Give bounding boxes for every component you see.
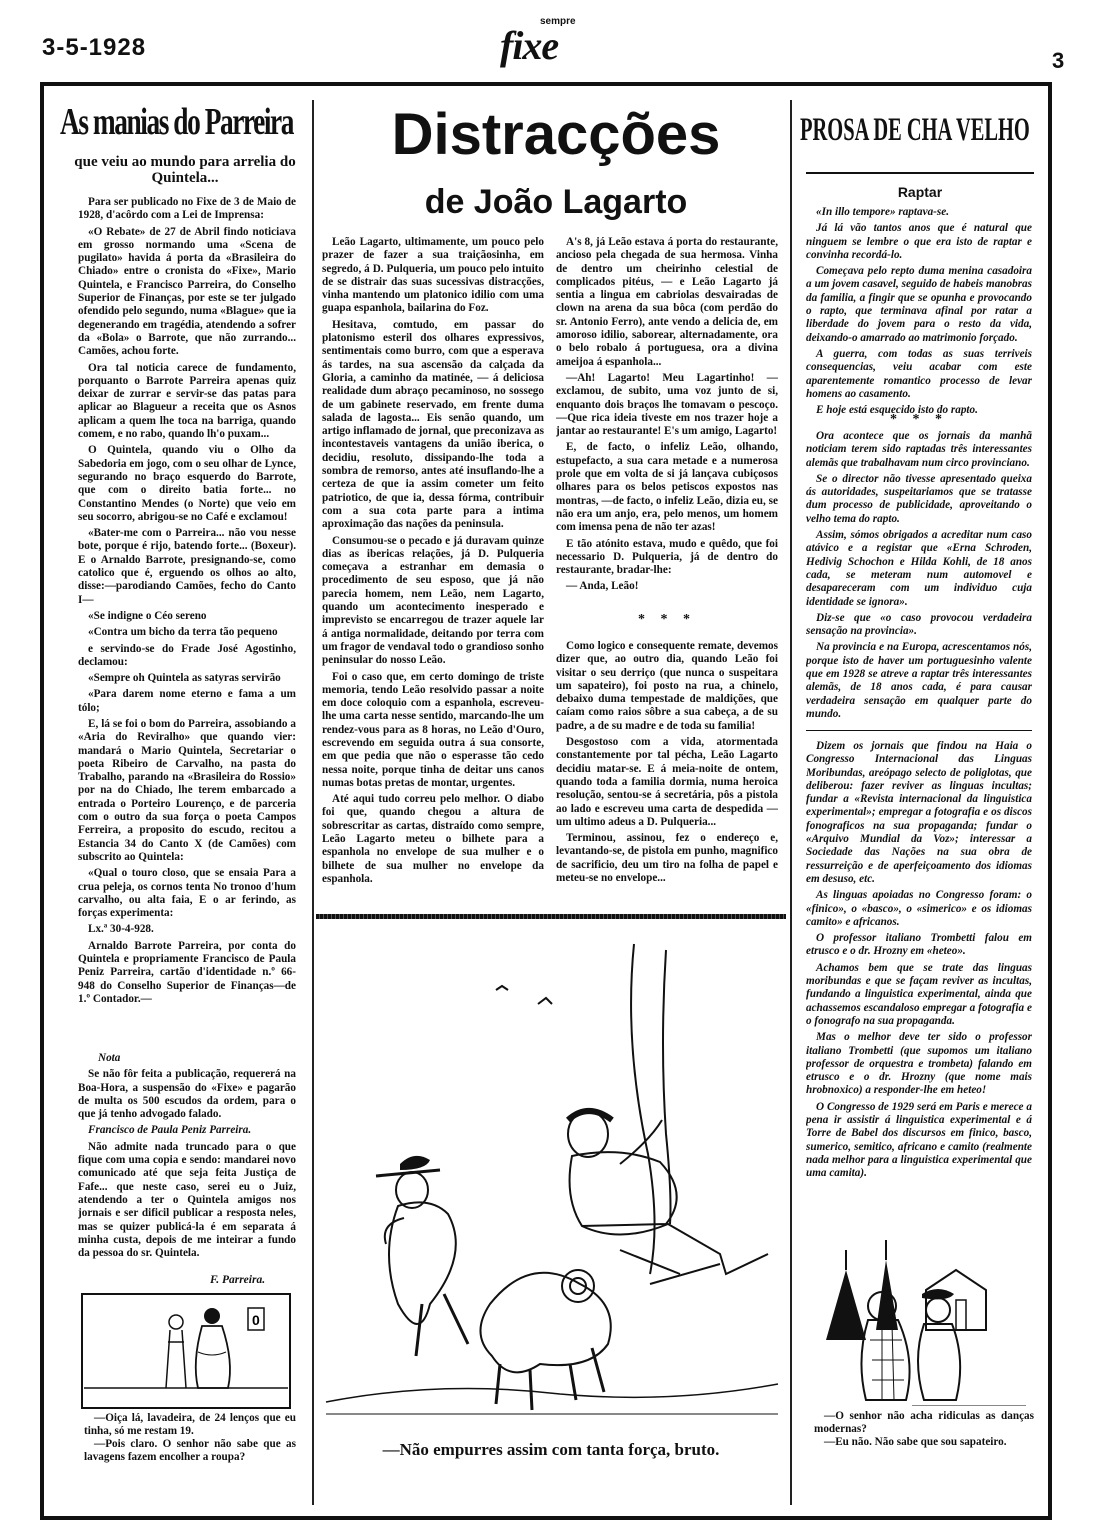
verse-block: «Qual o touro closo, que se ensaia Para a crua peleja, os cornos tenta No tronoo d'hum carvalho, ou alta faia, E o ar ferindo, as forças experimenta: [78, 867, 296, 920]
paragraph: A's 8, já Leão estava á porta do restaurante, ancioso pela chegada de sua hermosa. Vinha de dentro um cheirinho celestial de complicados pitéus, — e Leão Lagarto já sentia a lingua em cabriolas desvairadas de clown na arena da sua bôca (com perdão do sr. Antonio Ferro), ante vendo a delicia de, em amoroso idilio, saborear, alternadamente, ora o belo robalo á portuguesa, ora a divina ameijoa á espanhola... [556, 236, 778, 368]
caption-line: —O senhor não acha ridiculas as danças modernas? [814, 1410, 1034, 1435]
middle-article-subtitle: de João Lagarto [424, 183, 688, 221]
left-nota-section [78, 1052, 296, 1286]
paragraph: Se não fôr feita a publicação, requererá na Boa-Hora, a suspensão do «Fixe» e pagarão de multa os 500 escudos da ordem, para o que já tenho advogado falado. [78, 1068, 296, 1121]
svg-text:0: 0 [252, 1312, 260, 1328]
masthead-text: fixe [500, 23, 559, 68]
verse-line: «Contra um bicho da terra tão pequeno [88, 626, 278, 639]
paragraph: Arnaldo Barrote Parreira, por conta do Quintela e propriamente Francisco de Paula Peniz Parreira, cartão d'identidade n.º 66-948 do Conselho Superior de Finanças—de 1.º Contador.— [78, 939, 296, 1005]
paragraph: A guerra, com todas as suas terriveis consequencias, veiu acabar com este aparentemente romantico processo de levar homens ao casamento. [806, 347, 1032, 400]
swing-cartoon [320, 924, 784, 1436]
dance-caption [814, 1410, 1034, 1466]
swing-cartoon-caption: —Não empurres assim com tanta força, bruto. [382, 1440, 720, 1459]
paragraph: O Congresso de 1929 será em Paris e merece a pena ir assistir á linguistica experimental e á Torre de Babel dos discursos em finico, basco, sumerico, semitico, africano e camito (realmente nada melhor para a linguistica experimental que uma camita). [806, 1100, 1032, 1180]
paragraph: E, de facto, o infeliz Leão, olhando, estupefacto, a sua cara metade e a numerosa prole que em volta de si já lançava cubiçosos olhares para os belos petiscos expostos nas montras, —de facto, o infeliz Leão, dizia eu, se não era um anjo, era, pelo menos, um homem com imensa pena de não ter azas! [556, 441, 778, 534]
paragraph: Hesitava, comtudo, em passar do platonismo esteril dos olhares expressivos, sentimentais como burro, com que a esperava ás tardes, na sua ascensão da calçada da Gloria, a caminho da matinée, — á deliciosa realidade dum abraço pecaminoso, no sossego de um gabinete reservado, em frente duma salada de lagosta... Eis senão quando, um artigo inflamado de jornal, que preconizava as incontestaveis vantagens da união iberica, o decidiu, resoluto, dissipando-lhe toda a sombra de remorso, antes até insuflando-lhe a certeza de que ia assim cometer um feito patriotico, de que ia, dessa fórma, contribuir com a sua cota parte para a intima aproximação das nações da peninsula. [322, 318, 544, 531]
paragraph: Foi o caso que, em certo domingo de triste memoria, tendo Leão resolvido passar a noite em doce coloquio com a espanhola, escreveu-lhe uma carta nesse sentido, marcando-lhe um rendez-vous para as 8 horas, no Leão d'Ouro, escrevendo em seguida outra á sua consorte, em que pedia que não o esperasse tão cedo nessa noite, porque tinha de deitar uns canos numas botas pretas de montar, urgentes. [322, 670, 544, 789]
masthead-small-text: sempre [540, 16, 576, 27]
paragraph: Terminou, assinou, fez o endereço e, levantando-se, de pistola em punho, magnifico de sacrificio, deu um tiro na folha de papel e meteu-se no envelope... [556, 832, 778, 885]
paragraph: Francisco de Paula Peniz Parreira. [88, 1124, 252, 1137]
section-separator: * * * [638, 612, 696, 627]
middle-article-title: Distracções [391, 102, 721, 167]
left-article-body [78, 196, 296, 1116]
verse-line: «Sempre oh Quintela as satyras servirão [88, 672, 281, 685]
laundress-cartoon [80, 1292, 292, 1410]
paragraph: E hoje está esquecido isto do rapto. [816, 404, 978, 417]
left-article-subtitle: que veiu ao mundo para arrelia do Quintela... [74, 154, 296, 186]
paragraph: «Bater-me com o Parreira... não vou nesse bote, porque é rijo, batendo forte... (Boxeur). E o Arnaldo Barrote, presignando-se, como catolico que é, erguendo os olhos ao alto, disse:—parodiando Camões, fecho do Canto I— [78, 527, 296, 606]
paragraph: — Anda, Leão! [566, 580, 639, 593]
right-article-linguas [806, 740, 1032, 1226]
paragraph: Assim, sómos obrigados a acreditar num caso atávico e a registar que «Erna Schroden, Hedivig Schochon e Hilda Kohli, de 18 anos cada, se meteram num automovel e desapareceram com um individuo cuja identidade se ignora». [806, 529, 1032, 608]
middle-article-col1 [322, 236, 544, 908]
right-article-title: PROSA DE CHA VELHO [800, 112, 1030, 148]
paragraph: Ora acontece que os jornais da manhã noticiam terem sido raptadas três interessantes alemãs que trabalhavam num circo provinciano. [806, 430, 1032, 469]
paragraph: Ora tal noticia carece de fundamento, porquanto o Barrote Parreira apenas quiz deixar de zurrar e servir-se das patas para aplicar ao Blagueur a receita que os Asnos aplicam a quem lhe toca na barriga, quando comem, e no rabo, quando lh'o puxam... [78, 361, 296, 441]
paragraph: Dizem os jornais que findou na Haia o Congresso Internacional das Linguas Moribundas, areópago selecto de poliglotas, que deliberou: fazer reviver as linguas incultas; fundar a «Revista internacional da linguistica experimental»; empregar a fotografia e os discos fonograficos na sua propaganda; fundar o «Arquivo Mundial da Voz»; interessar a Sociedade das Nações na sua obra de ressurreição e de aperfeiçoamento dos idiomas em desuso, etc. [806, 740, 1032, 885]
left-article-title: As manias do Parreira [60, 101, 293, 143]
page-number: 3 [1052, 48, 1065, 73]
section-separator: * * * [890, 412, 948, 427]
paragraph: Diz-se que «o caso provocou verdadeira sensação na provincia». [806, 611, 1032, 638]
verse-line: «Para darem nome eterno e fama a um tólo; [78, 688, 296, 714]
section-rule [806, 730, 1032, 731]
caption-line: —Oiça lá, lavadeira, de 24 lenços que eu tinha, só me restam 19. [84, 1412, 296, 1437]
dance-cartoon [806, 1230, 1032, 1406]
paragraph: E, lá se foi o bom do Parreira, assobiando a «Aria do Reviralho» que quando vier: mandará o Mario Quintela, Secretariar o poeta Ribeiro de Carvalho, na pasta do Trabalho, parando na «Brasileira do Rossio» por na do Chiado, lhe terem embarcado a entrada o Porteiro Lourenço, e de parceria com o outro da sua força o poeta Campos Ferreira, a proposito do escudo, recitou a Estancia 34 do Canto X (de Camões) com subscrito ao Quintela: [78, 717, 296, 863]
paragraph: Leão Lagarto, ultimamente, um pouco pelo prazer de fazer a sua traiçãosinha, em segredo, á D. Pulqueria, um pouco pelo intuito de se distrair das suas sucessivas distracções, vinha mantendo um platonico idilio com uma guapa espanhola, bailarina do Foz. [322, 236, 544, 315]
paragraph: Até aqui tudo correu pelo melhor. O diabo foi que, quando chegou a altura de sobrescritar as cartas, distraído como sempre, Leão Lagarto meteu o bilhete para a espanhola no envelope de sua mulher e o bilhete de sua mulher no envelope da espanhola. [322, 793, 544, 885]
middle-article-col2-continued [556, 640, 778, 912]
paragraph: Já lá vão tantos anos que é natural que ninguem se lembre o que era isto de raptar e convinha recordá-lo. [806, 222, 1032, 261]
paragraph: Começava pelo repto duma menina casadoira a um jovem casavel, seguido de habeis manobras da familia, a fingir que se opunha e provocando o rapto, que terminava afinal por ratar a liberdade do jovem para o resto da vida, deixando-o amarrado ao matrimonio forçado. [806, 265, 1032, 344]
column-divider-right [790, 100, 792, 1505]
right-article-rapto [806, 430, 1032, 732]
middle-article-col2 [556, 236, 778, 608]
paragraph: E tão atónito estava, mudo e quêdo, que foi necessario D. Pulqueria, já de dentro do restaurante, bradar-lhe: [556, 537, 778, 577]
paragraph: As linguas apoiadas no Congresso foram: o «finico», o «basco», o «simerico» e os idiomas camito» e africanos. [806, 889, 1032, 928]
paragraph: Desgostoso com a vida, atormentada constantemente por tal pécha, Leão Lagarto decidiu matar-se. E á meia-noite de ontem, quando toda a familia dormia, numa heroica resolução, sentou-se á secretária, pôs a pistola ao lado e escreveu uma carta de despedida — um ultimo adeus a D. Pulqueria... [556, 736, 778, 828]
right-article-intro [806, 206, 1032, 420]
masthead-logo [498, 16, 606, 70]
paragraph: Achamos bem que se trate das linguas moribundas e que se façam reviver as incultas, fundando a linguistica experimental, ainda que achassemos escandaloso empregar a fotografia e o fonografo na sua propaganda. [806, 961, 1032, 1027]
paragraph: Como logico e consequente remate, devemos dizer que, ao outro dia, quando Leão foi visitar o seu derriço (que nunca o suspeitara um sapateiro), foi posto na rua, a chinelo, debaixo duma tempestade de maldições, que caíam como raios sôbre a sua cabeça, a de su padre, a de su madre e de toda su familia! [556, 640, 778, 732]
paragraph: Mas o melhor deve ter sido o professor italiano Trombetti (que supomos um italiano professor de orquestra e trombeta) falando em etrusco e o dr. Hrozny (que nome mais hrobnoxico) a responder-lhe em heteo! [806, 1031, 1032, 1097]
paragraph: Não admite nada truncado para o que fique com uma copia e sendo: mandarei novo comunicado até que seja feita Justiça de Fafe... que neste caso, serei eu o Juiz, atendendo a ter o Quintela amigos nos jornais e ser dificil publicar a resposta neles, mas se quizer publicá-la é em separata á minha custa, depois de me inteirar a fundo da pessoa do sr. Quintela. [78, 1140, 296, 1260]
paragraph: «O Rebate» de 27 de Abril findo noticiava em grosso normando uma «Scena de pugilato» havida á porta da «Brasileira do Chiado» entre o cronista do «Fixe», Mario Quintela, e Francisco Parreira, do Conselho Superior de Finanças, por este se ter julgado ofendido pelo segundo, numa «Blague» que ia degenerando em tragédia, atendendo a sofrer da «Bola» o Barrote, que não zurrando... Camões, achou forte. [78, 225, 296, 358]
verse-line: «Se indigne o Céo sereno [88, 609, 207, 622]
paragraph: e servindo-se do Frade José Agostinho, declamou: [78, 642, 296, 668]
laundress-caption [84, 1412, 296, 1468]
right-article-subtitle: Raptar [897, 184, 943, 200]
caption-line: —Pois claro. O senhor não sabe que as lavagens fazem encolher a roupa? [84, 1438, 296, 1463]
paragraph: Consumou-se o pecado e já duravam quinze dias as ibericas relações, já D. Pulqueria começava a estranhar em demasia o procedimento de seu esposo, que já não parecia homem, nem Leão, nem Lagarto, quando um acontecimento inesperado e imprevisto se encarregou de trazer aquele lar á antiga normalidade, deitando por terra com um fragor de vendaval todo o grandioso sonho peninsular do nosso Leão. [322, 534, 544, 667]
paragraph: —Ah! Lagarto! Meu Lagartinho! — exclamou, de subito, uma voz junto de si, enquanto dois braços lhe tomavam o pescoço.—Que rica ideia tiveste em nos trazer hoje a jantar ao restaurante! E's um amigo, Lagarto! [556, 371, 778, 438]
paragraph: O Quintela, quando viu o Olho da Sabedoria em jogo, com o seu olhar de Lynce, segurando no braço esquerdo do Barrote, que com o direito batia forte... no Constantino Mendes (o Norte) que veio em seu socorro, abrigou-se no Café e exclamou! [78, 444, 296, 523]
cartoon-top-rule [316, 914, 786, 919]
nota-label: Nota [98, 1052, 121, 1064]
paragraph: Na provincia e na Europa, acrescentamos nós, porque isto de haver um portuguesinho valente que em 1928 se atreve a raptar três interessantes alemãs, de 18 anos cada, é para causar verdadeira sensação em qualquer parte do mundo. [806, 641, 1032, 720]
title-rule [806, 172, 1034, 174]
paragraph: «In illo tempore» raptava-se. [816, 206, 949, 218]
left-signature: F. Parreira. [210, 1274, 266, 1286]
paragraph: O professor italiano Trombetti falou em etrusco e o dr. Hrozny em «heteo». [806, 932, 1032, 958]
paragraph: Para ser publicado no Fixe de 3 de Maio de 1928, d'acôrdo com a Lei de Imprensa: [78, 196, 296, 222]
caption-line: —Eu não. Não sabe que sou sapateiro. [824, 1436, 1007, 1448]
issue-date: 3-5-1928 [42, 34, 147, 61]
dateline: Lx.ª 30-4-928. [88, 923, 154, 936]
paragraph: Se o director não tivesse apresentado queixa ás autoridades, suspeitariamos que se tratasse dum processo de publicidade, aproveitando o velho tema do rapto. [806, 472, 1032, 525]
column-divider-left [312, 100, 314, 1505]
